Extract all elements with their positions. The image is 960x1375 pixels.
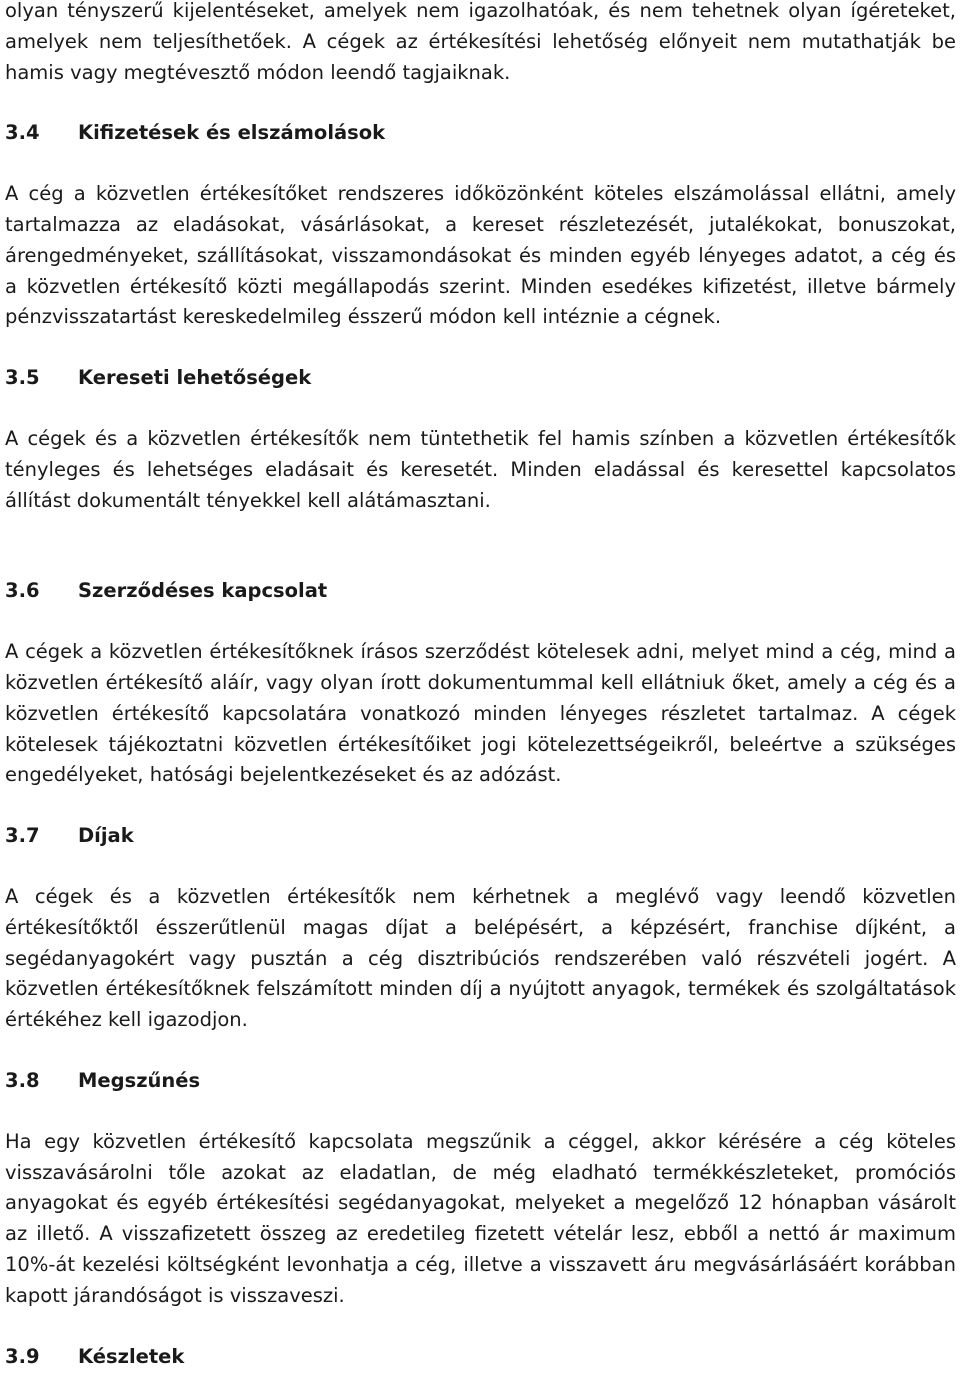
section-body-3-5: A cégek és a közvetlen értékesítők nem tüntethetik fel hamis színben a közvetlen értékesítők tényleges és lehetséges eladásait és keresetét. Minden eladással és keresettel kapcsolatos állítást dokumentált tényekkel kell alátámasztani. (5, 426, 956, 512)
section-body-3-4: A cég a közvetlen értékesítőket rendszeres időközönként köteles elszámolással ellátni, amely tartalmazza az eladásokat, vásárlásokat, a kereset részletezését, jutalékokat, bonuszokat, árengedményeket, szállításokat, visszamondásokat és minden egyéb lényeges adatot, a cég és a közvetlen értékesítő közti megállapodás szerint. Minden esedékes kifizetést, illetve bármely pénzvisszatartást kereskedelmileg ésszerű módon kell intéznie a cégnek. (5, 182, 956, 329)
section-title: Szerződéses kapcsolat (78, 579, 328, 603)
section-number: 3.7 (5, 824, 40, 848)
section-number: 3.4 (5, 121, 40, 145)
section-number: 3.9 (5, 1344, 40, 1368)
document-page (5, 0, 956, 1372)
section-number: 3.6 (5, 579, 40, 603)
section-heading-3-7 (5, 821, 956, 852)
section-heading-3-5 (5, 363, 956, 394)
section-body-3-7: A cégek és a közvetlen értékesítők nem kérhetnek a meglévő vagy leendő közvetlen értékesítőktől ésszerűtlenül magas díjat a belépésért, a képzésért, franchise díjként, a segédanyagokért vagy pusztán a cég disztribúciós rendszerében való részvételi jogért. A közvetlen értékesítőknek felszámított minden díj a nyújtott anyagok, termékek és szolgáltatások értékéhez kell igazodjon. (5, 884, 956, 1032)
section-title: Kifizetések és elszámolások (78, 121, 386, 145)
section-title: Megszűnés (78, 1068, 201, 1092)
section-heading-3-4 (5, 118, 956, 149)
section-body-3-6: A cégek a közvetlen értékesítőknek írásos szerződést kötelesek adni, melyet mind a cég, mind a közvetlen értékesítő aláír, vagy olyan írott dokumentummal kell ellátniuk őket, amely a cég és a közvetlen értékesítő kapcsolatára vonatkozó minden lényeges részletet tartalmaz. A cégek kötelesek tájékoztatni közvetlen értékesítőiket jogi kötelezettségeikről, beleértve a szükséges engedélyeket, hatósági bejelentkezéseket és az adózást. (5, 640, 956, 787)
intro-paragraph: olyan tényszerű kijelentéseket, amelyek nem igazolhatóak, és nem tehetnek olyan ígéreteket, amelyek nem teljesíthetőek. A cégek az értékesítési lehetőség előnyeit nem mutathatják be hamis vagy megtévesztő módon leendő tagjaiknak. (5, 0, 956, 84)
section-title: Kereseti lehetőségek (78, 366, 312, 390)
section-body-3-8: Ha egy közvetlen értékesítő kapcsolata megszűnik a céggel, akkor kérésére a cég köteles visszavásárolni tőle azokat az eladatlan, de még eladható termékkészleteket, promóciós anyagokat és egyéb értékesítési segédanyagokat, melyeket a megelőző 12 hónapban vásárolt az illető. A visszafizetett összeg az eredetileg fizetett vételár lesz, ebből a nettó ár maximum 10%-át kezelési költségként levonhatja a cég, illetve a visszavett áru megvásárlásáért korábban kapott járandóságot is visszaveszi. (5, 1129, 956, 1307)
section-number: 3.5 (5, 366, 40, 390)
section-number: 3.8 (5, 1068, 40, 1092)
section-heading-3-6 (5, 576, 956, 607)
section-heading-3-8 (5, 1066, 956, 1097)
section-title: Készletek (78, 1344, 185, 1368)
section-title: Díjak (78, 824, 134, 848)
section-heading-3-9 (5, 1342, 956, 1373)
